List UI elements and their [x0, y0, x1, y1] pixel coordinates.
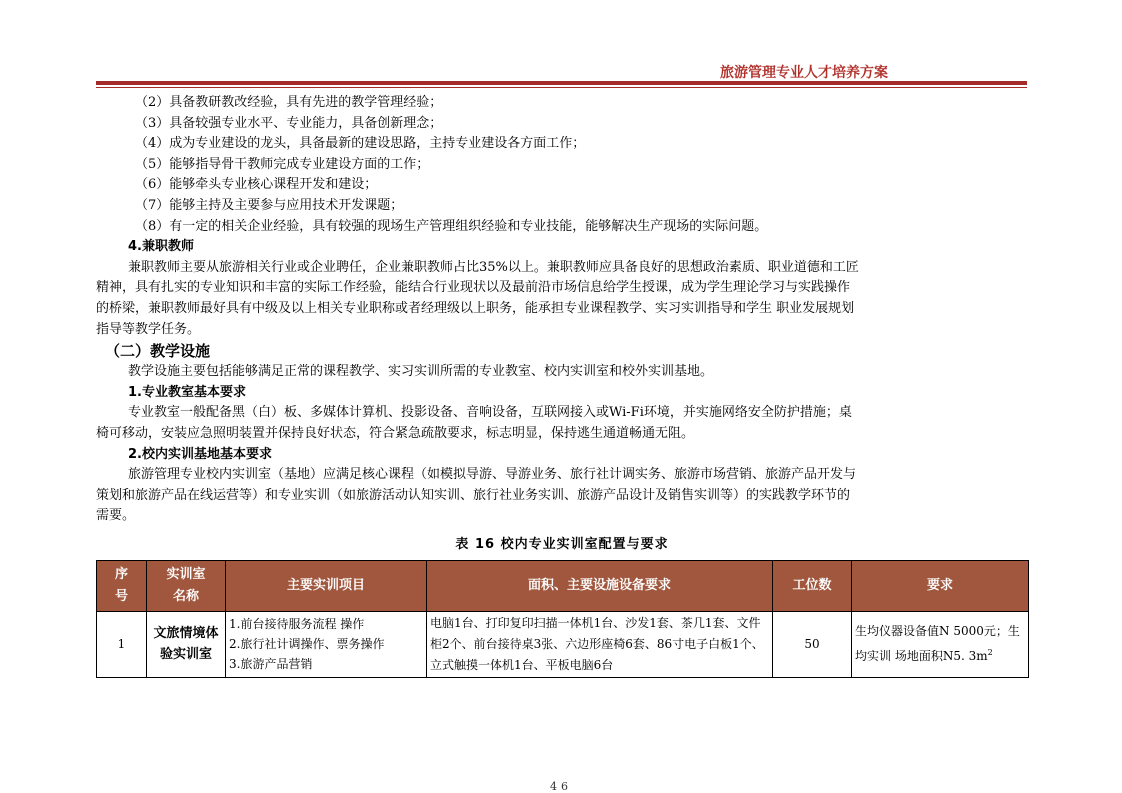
section-heading-teaching-facilities: （二）教学设施	[105, 342, 211, 361]
list-item: （4）成为专业建设的龙头，具备最新的建设思路，主持专业建设各方面工作；	[135, 136, 586, 152]
list-item: （7）能够主持及主要参与应用技术开发课题；	[135, 197, 404, 213]
cell-number: 1	[97, 611, 147, 677]
section-heading-part-time-teachers: 4.兼职教师	[128, 239, 194, 255]
paragraph-line: 兼职教师主要从旅游相关行业或企业聘任，企业兼职教师占比35%以上。兼职教师应具备良好的思想政治素质、职业道德和工匠	[128, 259, 859, 275]
subsection-heading-classroom: 1.专业教室基本要求	[128, 384, 246, 400]
list-item: （6）能够牵头专业核心课程开发和建设；	[135, 177, 378, 193]
column-header: 面积、主要设施设备要求	[427, 560, 773, 611]
subsection-heading-training-base: 2.校内实训基地基本要求	[128, 446, 272, 462]
header-rule-thick	[96, 81, 1027, 85]
document-header-title: 旅游管理专业人才培养方案	[720, 65, 888, 81]
header-rule-thin	[96, 87, 1027, 88]
paragraph-line: 专业教室一般配备黑（白）板、多媒体计算机、投影设备、音响设备，互联网接入或Wi-Fi环境，并实施网络安全防护措施；桌	[128, 405, 852, 421]
paragraph-line: 的桥梁，兼职教师最好具有中级及以上相关专业职称或者经理级以上职务，能承担专业课程教学、实习实训指导和学生 职业发展规划	[96, 300, 855, 316]
paragraph-line: 需要。	[96, 508, 136, 524]
table-header-row	[97, 560, 1029, 611]
page-number: 46	[550, 780, 572, 793]
column-header: 序号	[97, 560, 147, 611]
cell-requirements: 生均仪器设备值N 5000元；生均实训 场地面积N5. $3m^2$	[852, 611, 1029, 677]
paragraph-line: 精神，具有扎实的专业知识和丰富的实际工作经验，能结合行业现状以及最前沿市场信息给学生授课，成为学生理论学习与实践操作	[96, 280, 851, 296]
list-item: （2）具备教研教改经验，具有先进的教学管理经验；	[135, 95, 443, 110]
paragraph-line: 椅可移动，安装应急照明装置并保持良好状态，符合紧急疏散要求，标志明显，保持逃生通道畅通无阻。	[96, 425, 695, 441]
column-header: 要求	[852, 560, 1029, 611]
cell-stations: 50	[773, 611, 852, 677]
paragraph-line: 教学设施主要包括能够满足正常的课程教学、实习实训所需的专业教室、校内实训室和校外实训基地。	[128, 364, 714, 380]
cell-room-name: 文旅情境体验实训室	[147, 611, 226, 677]
table-caption: 表 16 校内专业实训室配置与要求	[455, 536, 669, 552]
training-room-table	[96, 560, 1029, 678]
paragraph-line: 指导等教学任务。	[96, 321, 201, 337]
list-item: （3）具备较强专业水平、专业能力，具备创新理念；	[135, 115, 443, 131]
project-item: 2.旅行社计调操作、票务操作	[229, 637, 385, 652]
table-row	[97, 611, 1029, 677]
project-item: 1.前台接待服务流程 操作	[229, 617, 365, 632]
cell-projects	[226, 611, 427, 677]
paragraph-line: 旅游管理专业校内实训室（基地）应满足核心课程（如模拟导游、导游业务、旅行社计调实务、旅游市场营销、旅游产品开发与	[128, 467, 857, 483]
list-item: （8）有一定的相关企业经验，具有较强的现场生产管理组织经验和专业技能，能够解决生产现场的实际问题。	[135, 218, 768, 234]
list-item: （5）能够指导骨干教师完成专业建设方面的工作；	[135, 156, 430, 172]
column-header: 主要实训项目	[226, 560, 427, 611]
paragraph-line: 策划和旅游产品在线运营等）和专业实训（如旅游活动认知实训、旅行社业务实训、旅游产品设计及销售实训等）的实践教学环节的	[96, 487, 851, 503]
cell-equipment: 电脑1台、打印复印扫描一体机1台、沙发1套、茶几1套、文件柜2个、前台接待桌3张、六边形座椅6套、86寸电子白板1个、立式触摸一体机1台、平板电脑6台	[427, 611, 773, 677]
column-header: 工位数	[773, 560, 852, 611]
project-item: 3.旅游产品营销	[229, 657, 313, 672]
page-content	[96, 93, 1028, 678]
column-header: 实训室名称	[147, 560, 226, 611]
